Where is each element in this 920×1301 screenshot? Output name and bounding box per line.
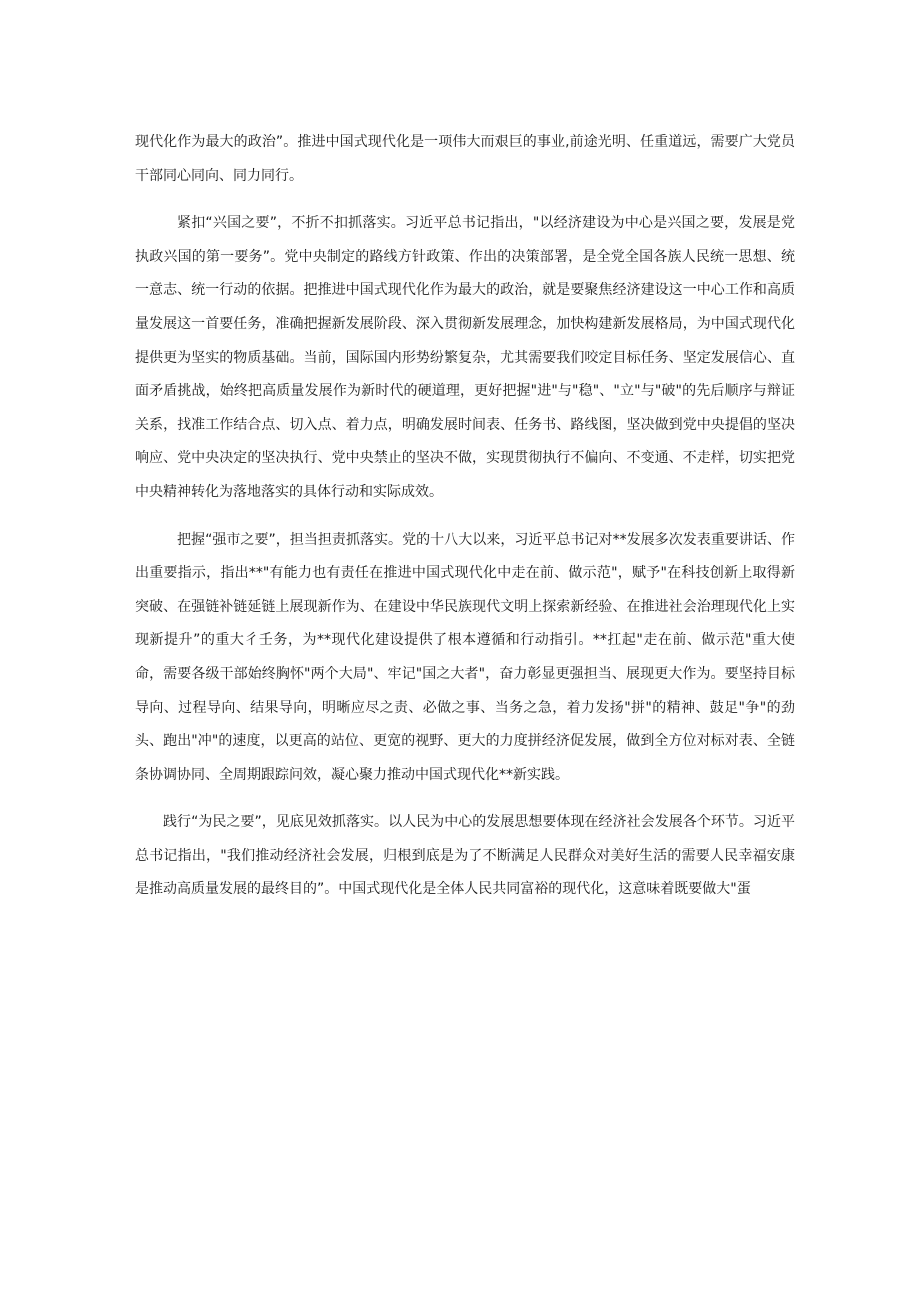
paragraph-xingguo: 紧扣“兴国之要”，不折不扣抓落实。习近平总书记指出，"以经济建设为中心是兴国之要，发展是党执政兴国的第一要务”。党中央制定的路线方针政策、作出的决策部署，是全党全国各族人民统一思想、统一意志、统一行动的依据。把推进中国式现代化作为最大的政治，就是要聚焦经济建设这一中心工作和高质量发展这一首要任务，准确把握新发展阶段、深入贯彻新发展理念，加快构建新发展格局，为中国式现代化提供更为坚实的物质基础。当前，国际国内形势纷繁复杂，尤其需要我们咬定目标任务、坚定发展信心、直面矛盾挑战，始终把高质量发展作为新时代的硬道理，更好把握"进"与"稳"、"立"与"破"的先后顺序与辩证关系，找准工作结合点、切入点、着力点，明确发展时间表、任务书、路线图，坚决做到党中央提倡的坚决响应、党中央决定的坚决执行、党中央禁止的坚决不做，实现贯彻执行不偏向、不变通、不走样，切实把党中央精神转化为落地落实的具体行动和实际成效。	[135, 215, 795, 500]
paragraph-qiangshi: 把握“强市之要”，担当担责抓落实。党的十八大以来，习近平总书记对**发展多次发表重要讲话、作出重要指示，指出**"有能力也有责任在推进中国式现代化中走在前、做示范"，赋予"在科技创新上取得新突破、在强链补链延链上展现新作为、在建设中华民族现代文明上探索新经验、在推进社会治理现代化上实现新提升”的重大彳壬务，为**现代化建设提供了根本遵循和行动指引。**扛起"走在前、做示范"重大使命，需要各级干部始终胸怀"两个大局"、牢记"国之大者"，奋力彰显更强担当、展现更大作为。要坚持目标导向、过程导向、结果导向，明晰应尽之责、必做之事、当务之急，着力发扬"拼"的精神、鼓足"争"的劲头、跑出"冲"的速度，以更高的站位、更宽的视野、更大的力度拼经济促发展，做到全方位对标对表、全链条协调协同、全周期跟踪问效，凝心聚力推动中国式现代化**新实践。	[135, 531, 795, 783]
paragraph-weimin: 践行“为民之要”，见底见效抓落实。以人民为中心的发展思想要体现在经济社会发展各个环节。习近平总书记指出，"我们推动经济社会发展，归根到底是为了不断满足人民群众对美好生活的需要人民幸福安康是推动高质量发展的最终目的”。中国式现代化是全体人民共同富裕的现代化，这意味着既要做大"蛋	[135, 814, 795, 898]
paragraph-continuation: 现代化作为最大的政治”。推进中国式现代化是一项伟大而艰巨的事业,前途光明、任重道远，需要广大党员干部同心同向、同力同行。	[135, 134, 795, 184]
document-body	[135, 126, 795, 921]
